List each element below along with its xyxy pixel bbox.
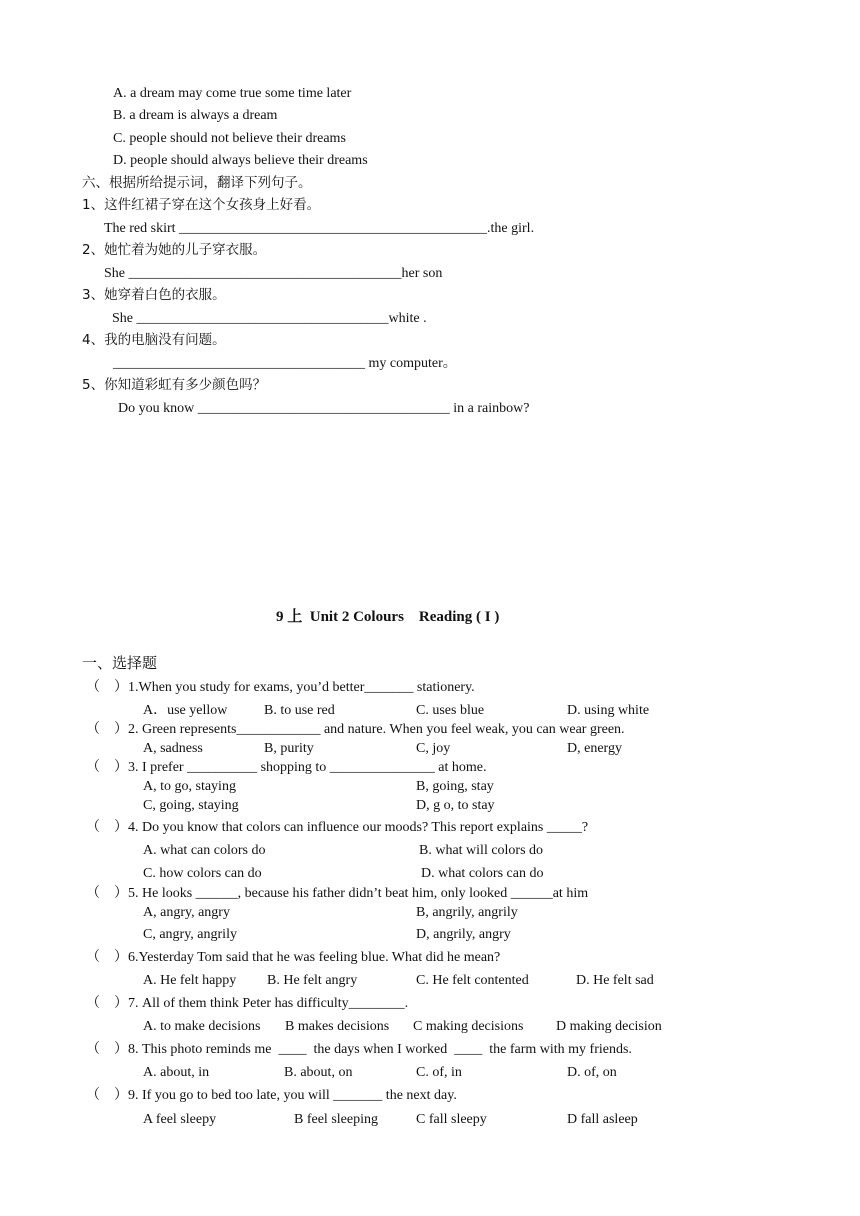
question-option: A feel sleepy [143,1112,217,1127]
question-option: A, sadness [143,741,203,756]
option-line: C. people should not believe their dreams [113,131,346,146]
question-option: D, energy [567,741,622,756]
question-stem: （ ）1.When you study for exams, you’d better_______ stationery. [86,680,475,695]
question-stem: （ ）6.Yesterday Tom said that he was feeling blue. What did he mean? [86,950,501,965]
question-stem: （ ）8. This photo reminds me ____ the days when I worked ____ the farm with my friends. [86,1042,632,1057]
question-option: A. what can colors do [143,843,266,858]
translation-answer-line: Do you know ____________________________________ in a rainbow? [118,401,530,416]
question-stem: （ ）7. All of them think Peter has difficulty________. [86,996,409,1011]
question-option: A. about, in [143,1065,210,1080]
question-stem: （ ）3. I prefer __________ shopping to _______________ at home. [86,760,487,775]
question-option: C, joy [416,741,451,756]
question-option: D, angrily, angry [416,927,511,942]
translation-prompt: 1、这件红裙子穿在这个女孩身上好看。 [82,197,321,213]
translation-prompt: 4、我的电脑没有问题。 [82,332,226,348]
unit-title: 9 上 Unit 2 Colours Reading ( I ) [276,609,500,625]
question-option: C making decisions [413,1019,524,1034]
translation-answer-line: She _______________________________________her son [104,266,443,281]
question-option: C, going, staying [143,798,239,813]
question-option: A．use yellow [143,703,228,718]
question-option: D, g o, to stay [416,798,495,813]
question-stem: （ ）9. If you go to bed too late, you will _______ the next day. [86,1088,457,1103]
section-heading: 一、选择题 [82,654,158,672]
question-option: B. about, on [284,1065,353,1080]
option-line: B. a dream is always a dream [113,108,278,123]
question-option: B. to use red [264,703,335,718]
question-option: A, to go, staying [143,779,236,794]
question-option: B. what will colors do [419,843,544,858]
question-option: D making decision [556,1019,662,1034]
section-heading: 六、根据所给提示词，翻译下列句子。 [82,175,312,191]
translation-prompt: 5、你知道彩虹有多少颜色吗？ [82,377,267,393]
question-option: B, purity [264,741,314,756]
question-option: D. of, on [567,1065,617,1080]
question-option: C. uses blue [416,703,485,718]
question-option: C. how colors can do [143,866,262,881]
translation-prompt: 3、她穿着白色的衣服。 [82,287,226,303]
question-stem: （ ）4. Do you know that colors can influence our moods? This report explains _____? [86,820,589,835]
question-option: A, angry, angry [143,905,230,920]
option-line: A. a dream may come true some time later [113,86,352,101]
question-option: C. He felt contented [416,973,529,988]
translation-prompt: 2、她忙着为她的儿子穿衣服。 [82,242,267,258]
question-option: C. of, in [416,1065,462,1080]
question-option: A. He felt happy [143,973,237,988]
translation-answer-line: She ____________________________________white . [112,311,427,326]
question-stem: （ ）5. He looks ______, because his father didn’t beat him, only looked ______at him [86,886,589,901]
question-option: B, angrily, angrily [416,905,518,920]
question-option: B, going, stay [416,779,494,794]
question-option: D. using white [567,703,650,718]
question-option: C fall sleepy [416,1112,487,1127]
question-option: D. He felt sad [576,973,654,988]
question-stem: （ ）2. Green represents____________ and nature. When you feel weak, you can wear green. [86,722,625,737]
question-option: B. He felt angry [267,973,358,988]
option-line: D. people should always believe their dreams [113,153,368,168]
translation-answer-line: ____________________________________ my computer。 [113,356,457,371]
question-option: B feel sleeping [294,1112,378,1127]
question-option: C, angry, angrily [143,927,237,942]
translation-answer-line: The red skirt ____________________________________________.the girl. [104,221,535,236]
question-option: A. to make decisions [143,1019,261,1034]
question-option: D. what colors can do [421,866,544,881]
question-option: D fall asleep [567,1112,638,1127]
question-option: B makes decisions [285,1019,390,1034]
